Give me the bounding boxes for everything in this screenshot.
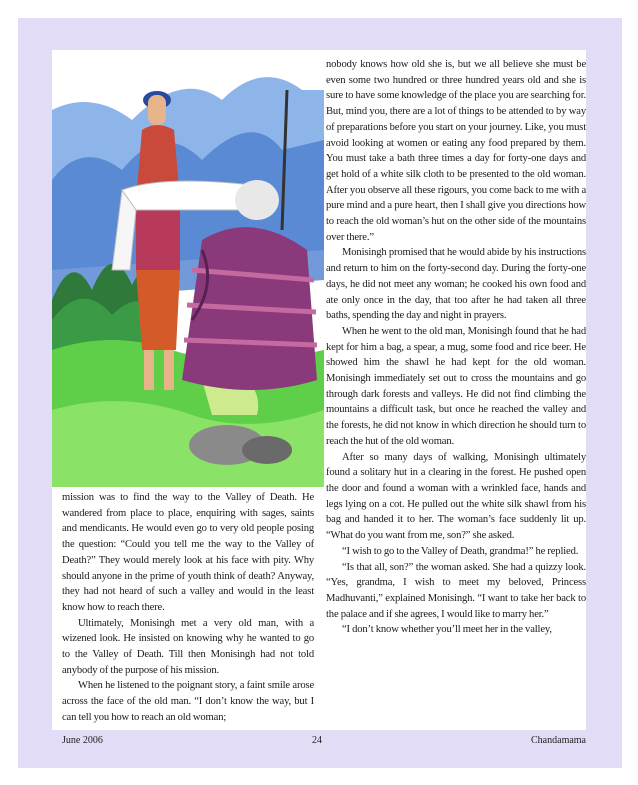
magazine-name: Chandamama [531, 735, 586, 746]
text-column-right [326, 57, 586, 638]
text-column-left [62, 490, 314, 726]
paragraph: “Is that all, son?” the woman asked. She had a quizzy look. “Yes, grandma, I wish to meet my beloved, Princess Madhuvanti,” explained Monisingh. “I want to take her back to the palace and if she agrees, I would like to marry her.” [326, 561, 586, 620]
paragraph: Ultimately, Monisingh met a very old man, with a wizened look. He insisted on knowing why he wanted to go to the Valley of Death. Till then Monisingh had not told anybody of the purpose of his mission. [62, 617, 314, 676]
paragraph: mission was to find the way to the Valley of Death. He wandered from place to place, enquiring with sages, saints and mendicants. He would even go to very old people posing the question: “Could you tell me the way to the Valley of Death?” They would merely look at his face with pity. Why should anyone in the prime of youth think of death? Anyway, they had not heard of such a valley and would in the least know how to reach there. [62, 492, 314, 613]
paragraph: Monisingh promised that he would abide by his instructions and return to him on the forty-second day. During the forty-one days, he did not meet any woman; he cooked his own food and ate only once in the day, that too after he had taken all three baths, spending the day and night in prayers. [326, 247, 586, 322]
page-number: 24 [312, 735, 322, 746]
paragraph: When he went to the old man, Monisingh found that he had kept for him a bag, a spear, a mug, some food and rice beer. He showed him the shawl he had kept for the old woman. Monisingh immediately set out to cross the mountains and go through dark forests and valleys. He did not find climbing the mountains a difficult task, but once he reached the valley and the forests, he did not know in which direction he should turn to reach the hut of the old woman. [326, 325, 586, 447]
paragraph: When he listened to the poignant story, a faint smile arose across the face of the old man. “I don’t know the way, but I can tell you how to reach an old woman; [62, 680, 314, 723]
paragraph: After so many days of walking, Monisingh ultimately found a solitary hut in a clearing in the forest. He pushed open the door and found a woman with a wrinkled face, hands and legs lying on a cot. He pulled out the white silk shawl from his bag and handed it to her. The woman’s face suddenly lit up. “What do you want from me, son?” she asked. [326, 451, 586, 542]
paragraph: “I wish to go to the Valley of Death, grandma!” he replied. [342, 545, 579, 557]
footer-date: June 2006 [62, 735, 103, 746]
paragraph: nobody knows how old she is, but we all believe she must be even some two hundred or three hundred years old and she is sure to have some knowledge of the place you are searching for. But, mind you, there are a lot of things to be attended to by way of preparations before you start on your journey. Like, you must avoid looking at women or eating any food prepared by them. You must take a bath three times a day for forty-one days and get hold of a white silk cloth to be presented to the old woman. After you observe all these rigours, you come back to me with a pure mind and a pure heart, then I shall give you directions how to reach the old woman’s hut on the other side of the mountains over there.” [326, 59, 586, 243]
story-illustration [52, 50, 324, 487]
paragraph: “I don’t know whether you’ll meet her in the valley, [342, 624, 552, 636]
